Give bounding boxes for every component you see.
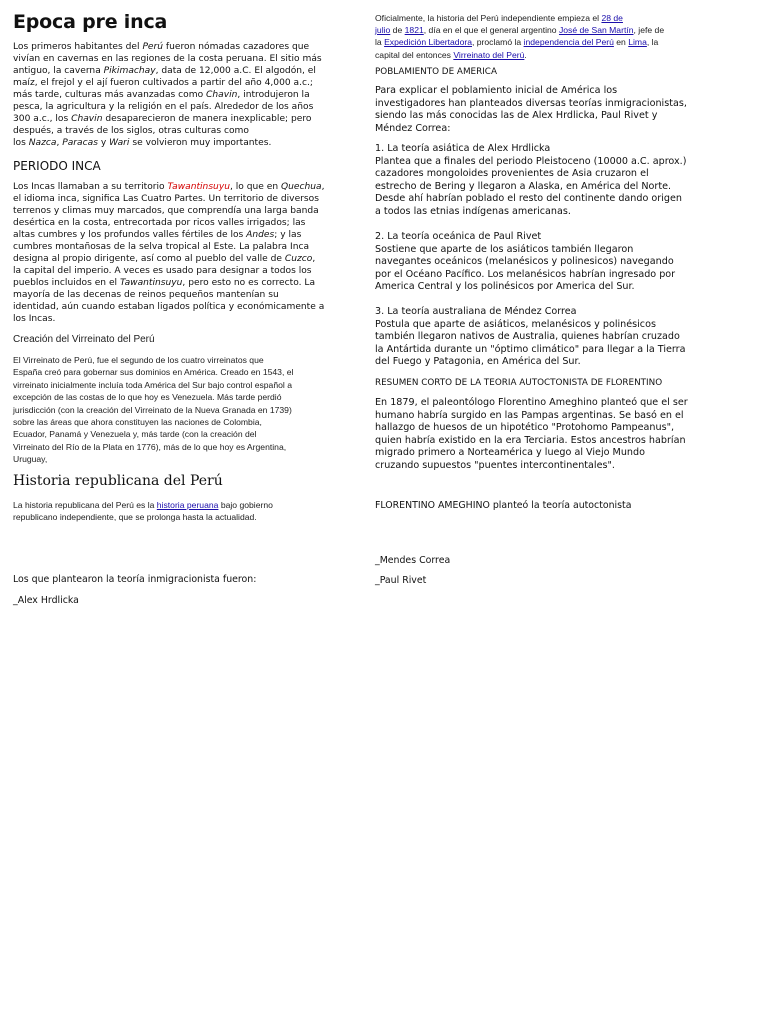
- virreinato-line: sobre las áreas que ahora constituyen las naciones de Colombia,: [13, 416, 262, 427]
- mendes-correa-item: _Mendes Correa: [375, 555, 451, 566]
- virreinato-paragraph: [13, 354, 293, 466]
- historia-peruana-link[interactable]: historia peruana: [156, 500, 219, 510]
- resumen-heading: RESUMEN CORTO DE LA TEORIA AUTOCTONISTA DE FLORENTINO: [375, 378, 663, 388]
- poblamiento-heading: POBLAMIENTO DE AMERICA: [375, 67, 497, 77]
- intro-paragraph: Los primeros habitantes del Perú fueron nómadas cazadores que vivían en cavernas en las regiones de la costa peruana. El sitio más antiguo, la caverna Pikimachay, data de 12,000 a.C. El algodón, el maíz, el frejol y el ají fueron cultivados a partir del año 4,000 a.c.; más tarde, culturas más avanzadas como Chavin, introdujeron la pesca, la agricultura y la religión en el país. Alrededor de los años 300 a.c., los Chavin desaparecieron de manera inexplicable; pero después, a través de los siglos, otras culturas como los Nazca, Paracas y Wari se volvieron muy importantes.: [13, 42, 322, 148]
- paul-rivet-item: _Paul Rivet: [375, 575, 427, 586]
- year-1821-link[interactable]: 1821: [404, 25, 424, 36]
- virreinato-line: virreinato inicialmente incluía toda América del Sur bajo control español a: [13, 379, 292, 390]
- virreinato-link[interactable]: Virreinato del Perú: [453, 49, 525, 60]
- fecha-link[interactable]: 28 de: [601, 13, 623, 23]
- julio-link[interactable]: julio: [375, 25, 391, 36]
- poblamiento-paragraph: Para explicar el poblamiento inicial de América los investigadores han planteados diversas teorías inmigracionistas, siendo las más conocidas las de Alex Hrdlicka, Paul Rivet y Méndez Correa:: [375, 85, 687, 134]
- independencia-link[interactable]: independencia del Perú: [523, 37, 614, 48]
- virreinato-line: Ecuador, Panamá y Venezuela y, más tarde (con la creación del: [13, 429, 257, 440]
- alex-hrdlicka-item: _Alex Hrdlicka: [13, 595, 79, 606]
- republica-heading: Historia republicana del Perú: [13, 473, 223, 489]
- teoria-australiana: 3. La teoría australiana de Méndez Correa Postula que aparte de asiáticos, melanésicos y polinésicos también llegaron nativos de Australia, quienes habrían cruzado la Antártida durante un "óptimo climático" para llegar a la Tierra del Fuego y Patagonia, en América del Sur.: [375, 306, 686, 368]
- virreinato-line: jurisdicción (con la creación del Virreinato de la Nueva Granada en 1739): [13, 404, 292, 415]
- resumen-paragraph: En 1879, el paleontólogo Florentino Ameghino planteó que el ser humano habría surgido en las Pampas argentinas. Se basó en el hallazgo de huesos de un hipotético "Protohomo Pampeanus", quien habría existido en la era Terciaria. Estos ancestros habrían migrado primero a Norteamérica y luego al Viejo Mundo cruzando supuestos "puentes intercontinentales".: [375, 397, 688, 471]
- virreinato-line: Virreinato del Río de la Plata en 1776), más de lo que hoy es Argentina,: [13, 441, 287, 452]
- san-martin-link[interactable]: José de San Martín: [558, 25, 634, 36]
- inmigracionista-text: Los que plantearon la teoría inmigracionista fueron:: [13, 574, 257, 585]
- teoria-asiatica: 1. La teoría asiática de Alex Hrdlicka Plantea que a finales del periodo Pleistoceno (10000 a.C. aprox.) cazadores mongoloides provenientes de Asia cruzaron el estrecho de Bering y llegaron a Alaska, en América del Norte. Desde ahí habrían poblado el resto del continente dando origen a todos las etnias indígenas americanas.: [375, 143, 687, 217]
- republica-paragraph: La historia republicana del Perú es la historia peruana bajo gobierno republicano independiente, que se prolonga hasta la actualidad.: [13, 500, 273, 523]
- teoria-oceanica: 2. La teoría oceánica de Paul Rivet Sostiene que aparte de los asiáticos también llegaron navegantes oceánicos (melanésicos y polinesicos) navegando por el Océano Pacífico. Los melanésicos habrían ingresado por America Central y los polinésicos por America del Sur.: [375, 231, 676, 293]
- ameghino-text: FLORENTINO AMEGHINO planteó la teoría autoctonista: [375, 500, 632, 511]
- virreinato-heading: Creación del Virreinato del Perú: [13, 334, 155, 345]
- virreinato-line: España creó para gobernar sus dominios en América. Creado en 1543, el: [13, 367, 294, 378]
- virreinato-line: excepción de las costas de lo que hoy es Venezuela. Más tarde perdió: [13, 392, 282, 403]
- virreinato-line: Uruguay,: [13, 454, 48, 465]
- inca-paragraph: Los Incas llamaban a su territorio Tawantinsuyu, lo que en Quechua, el idioma inca, significa Las Cuatro Partes. Un territorio de diversos terrenos y climas muy marcados, que comprendía una larga banda desértica en la costa, entrecortada por ricos valles irrigados; las altas cumbres y los profundos valles fértiles de los Andes; y las cumbres montañosas de la selva tropical al Este. La palabra Inca designa al propio dirigente, así como al pueblo del valle de Cuzco, la capital del imperio. A veces es usado para designar a todos los pueblos incluidos en el Tawantinsuyu, pero esto no es correcto. La mayoría de las decenas de reinos pequeños mantenían su identidad, aún cuando estaban ligados política y económicamente a los Incas.: [13, 182, 325, 324]
- expedicion-libertadora-link[interactable]: Expedición Libertadora: [384, 37, 472, 48]
- page-title: Epoca pre inca: [13, 11, 168, 33]
- lima-link[interactable]: Lima: [628, 37, 647, 48]
- tawantinsuyu-term: Tawantinsuyu: [167, 182, 230, 192]
- periodo-inca-heading: PERIODO INCA: [13, 159, 101, 173]
- oficial-paragraph: Oficialmente, la historia del Perú independiente empieza el 28 de julio de 1821, día en el que el general argentino José de San Martín, jefe de la Expedición Libertadora, proclamó la independencia del Perú en Lima, la capital del entonces Virreinato del Perú.: [375, 13, 665, 60]
- virreinato-line: El Virreinato de Perú, fue el segundo de los cuatro virreinatos que: [13, 355, 264, 365]
